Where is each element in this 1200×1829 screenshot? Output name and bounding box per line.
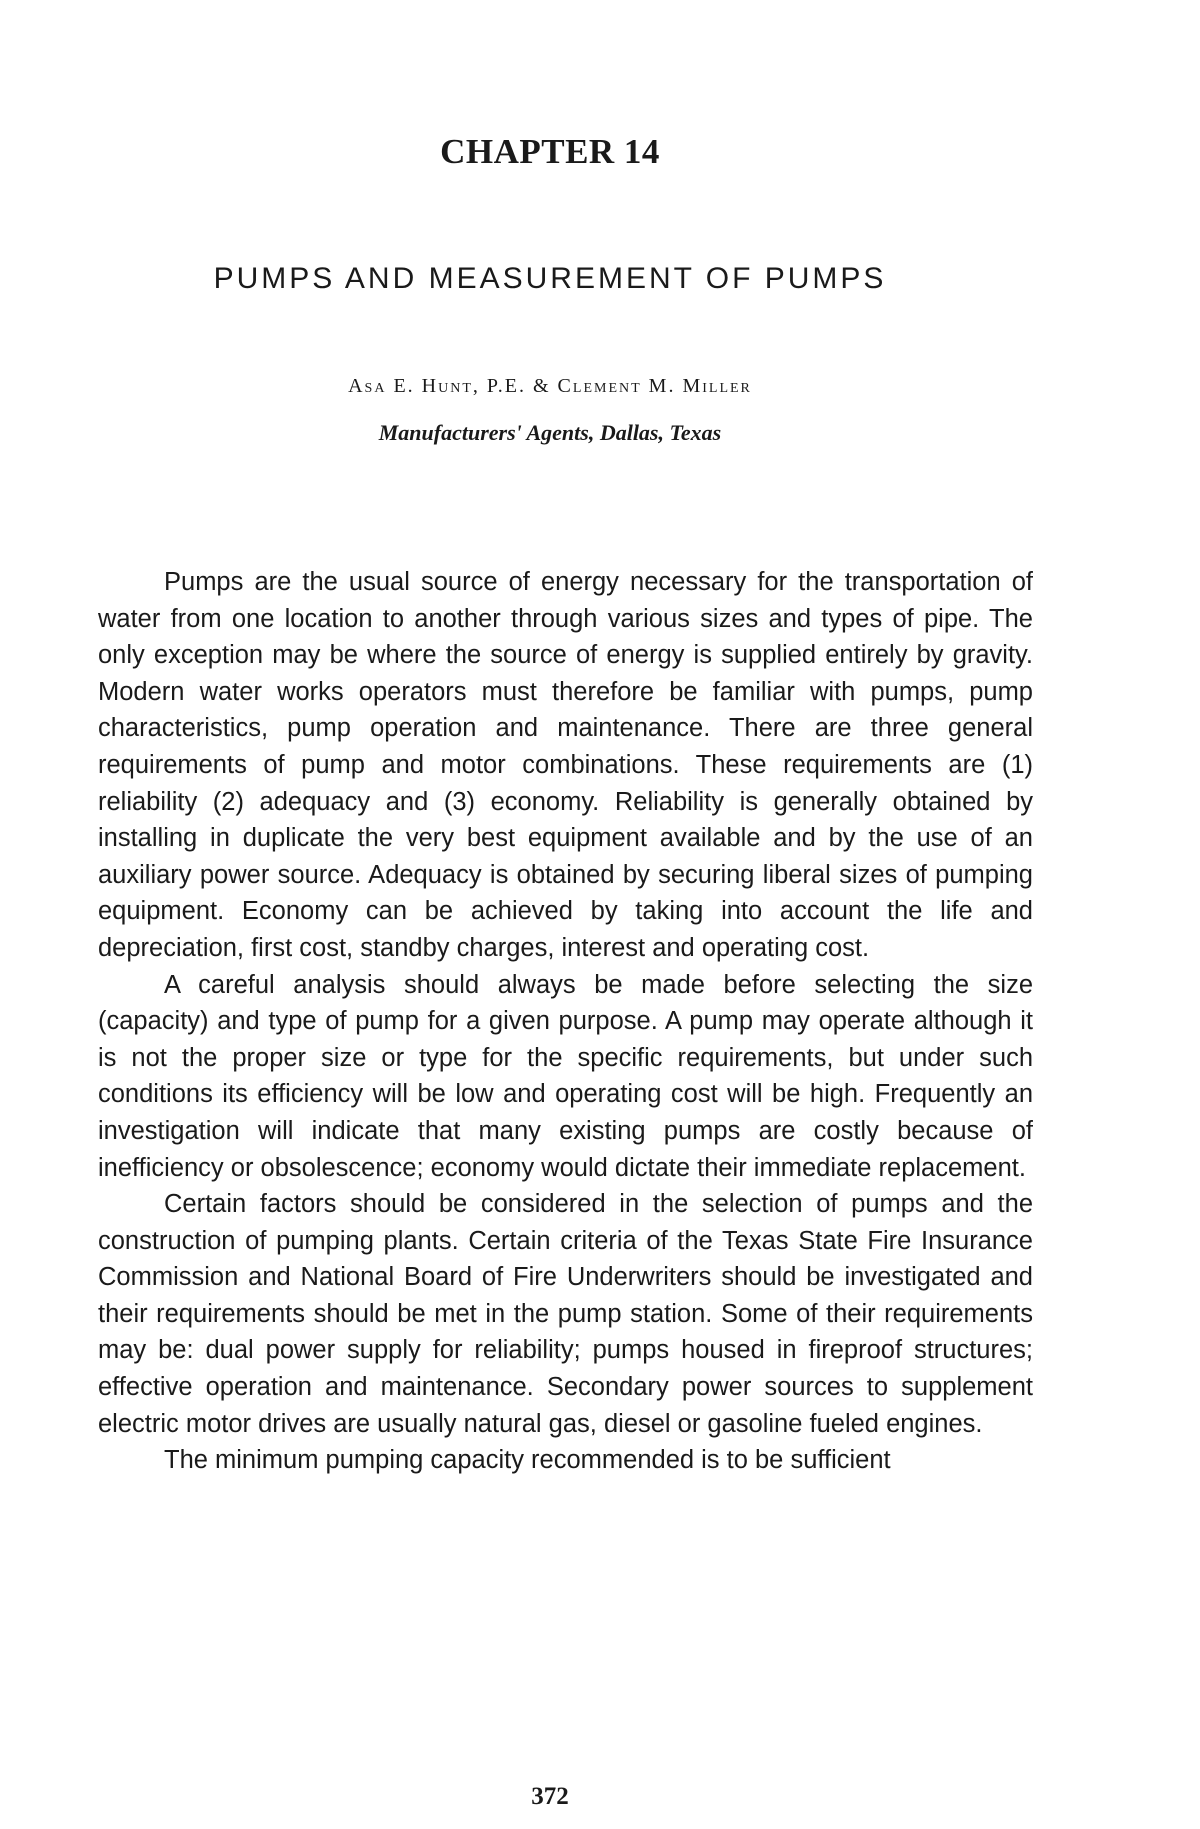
paragraph-2: A careful analysis should always be made before selecting the size (capacity) and type of pump for a given purpose. A pump may operate although it is not the proper size or type for the specific requirements, but under such conditions its efficiency will be low and operating cost will be high. Frequently an investigation will indicate that many existing pumps are costly because of inefficiency or obsolescence; economy would dictate their immediate replacement. [98,970,1033,1182]
body-text [98,564,1033,1479]
affiliation: Manufacturers' Agents, Dallas, Texas [378,420,722,445]
authors: Asa E. Hunt, P.E. & Clement M. Miller [348,375,752,397]
paragraph-1: Pumps are the usual source of energy necessary for the transportation of water from one location to another through various sizes and types of pipe. The only exception may be where the source of energy is supplied entirely by gravity. Modern water works operators must therefore be familiar with pumps, pump characteristics, pump operation and maintenance. There are three general requirements of pump and motor combinations. These requirements are (1) reliability (2) adequacy and (3) economy. Reliability is generally obtained by installing in duplicate the very best equipment available and by the use of an auxiliary power source. Adequacy is obtained by securing liberal sizes of pumping equipment. Economy can be achieved by taking into account the life and depreciation, first cost, standby charges, interest and operating cost. [98,568,1033,962]
chapter-title: PUMPS AND MEASUREMENT OF PUMPS [213,262,887,295]
chapter-label: CHAPTER 14 [440,132,660,171]
paragraph-3: Certain factors should be considered in the selection of pumps and the construction of pumping plants. Certain criteria of the Texas State Fire Insurance Commission and National Board of Fire Underwriters should be investigated and their requirements should be met in the pump station. Some of their requirements may be: dual power supply for reliability; pumps housed in fireproof structures; effective operation and maintenance. Secondary power sources to supplement electric motor drives are usually natural gas, diesel or gasoline fueled engines. [98,1190,1033,1438]
page-number: 372 [531,1783,569,1810]
paragraph-4: The minimum pumping capacity recommended is to be sufficient [164,1446,891,1475]
